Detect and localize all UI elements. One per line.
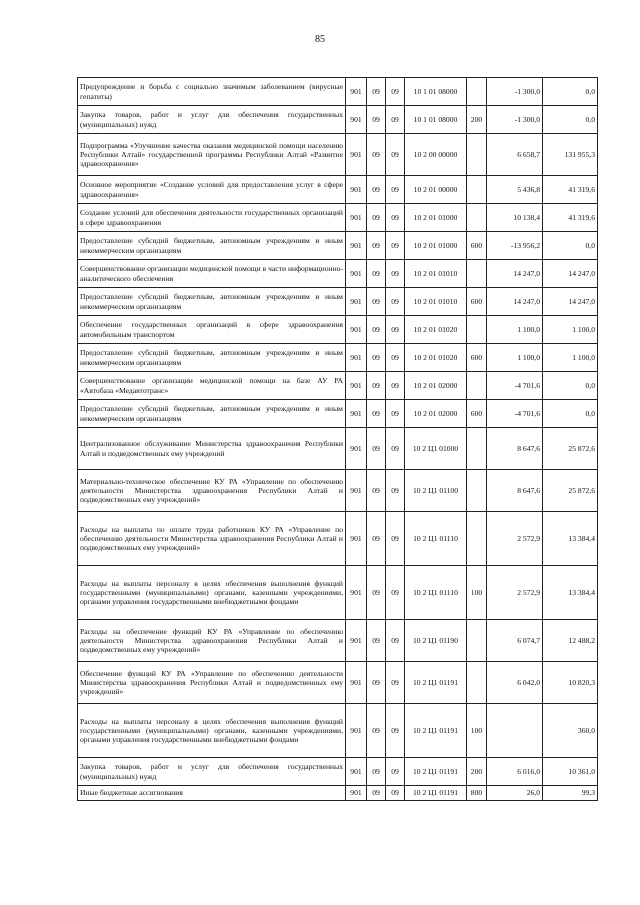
subsection-code-cell: 09 <box>386 758 405 786</box>
budget-table <box>77 77 598 801</box>
amount-total-cell: 0,0 <box>543 106 598 134</box>
target-article-cell: 10 2 Ц1 01100 <box>405 470 467 512</box>
row-name-cell: Совершенствование организации медицинской помощи в части информационно-аналитического обеспечения <box>78 260 346 288</box>
amount-total-cell: 0,0 <box>543 232 598 260</box>
expense-type-cell <box>467 620 487 662</box>
amount-change-cell: 2 572,9 <box>487 512 543 566</box>
subsection-code-cell: 09 <box>386 316 405 344</box>
amount-change-cell <box>487 704 543 758</box>
target-article-cell: 10 2 01 02000 <box>405 372 467 400</box>
amount-total-cell: 1 100,0 <box>543 344 598 372</box>
target-article-cell: 10 2 Ц1 01191 <box>405 662 467 704</box>
amount-total-cell: 360,0 <box>543 704 598 758</box>
expense-type-cell: 600 <box>467 288 487 316</box>
target-article-cell: 10 2 Ц1 01191 <box>405 704 467 758</box>
target-article-cell: 10 2 Ц1 01110 <box>405 566 467 620</box>
section-code-cell: 09 <box>367 662 386 704</box>
amount-change-cell: -1 300,0 <box>487 106 543 134</box>
amount-total-cell: 1 100,0 <box>543 316 598 344</box>
row-name-cell: Материально-техническое обеспечение КУ РА «Управление по обеспечению деятельности Министерства здравоохранения Республики Алтай и подведомственных ему учреждений» <box>78 470 346 512</box>
subsection-code-cell: 09 <box>386 106 405 134</box>
section-code-cell: 09 <box>367 106 386 134</box>
expense-type-cell <box>467 204 487 232</box>
section-code-cell: 09 <box>367 372 386 400</box>
row-name-cell: Предоставление субсидий бюджетным, автономным учреждениям и иным некоммерческим организациям <box>78 344 346 372</box>
subsection-code-cell: 09 <box>386 232 405 260</box>
amount-change-cell: 14 247,0 <box>487 288 543 316</box>
ministry-code-cell: 901 <box>346 512 367 566</box>
expense-type-cell <box>467 260 487 288</box>
subsection-code-cell: 09 <box>386 204 405 232</box>
row-name-cell: Предоставление субсидий бюджетным, автономным учреждениям и иным некоммерческим организациям <box>78 400 346 428</box>
amount-total-cell: 14 247,0 <box>543 288 598 316</box>
budget-table-body <box>78 78 598 801</box>
row-name-cell: Обеспечение государственных организаций в сфере здравоохранения автомобильным транспортом <box>78 316 346 344</box>
table-row <box>78 428 598 470</box>
ministry-code-cell: 901 <box>346 704 367 758</box>
row-name-cell: Обеспечение функций КУ РА «Управление по обеспечению деятельности Министерства здравоохранения Республики Алтай и подведомственных ему учреждений» <box>78 662 346 704</box>
amount-total-cell: 41 319,6 <box>543 176 598 204</box>
section-code-cell: 09 <box>367 704 386 758</box>
table-row <box>78 512 598 566</box>
expense-type-cell: 800 <box>467 786 487 801</box>
amount-change-cell: 6 016,0 <box>487 758 543 786</box>
target-article-cell: 10 2 01 02000 <box>405 400 467 428</box>
amount-change-cell: -1 300,0 <box>487 78 543 106</box>
ministry-code-cell: 901 <box>346 260 367 288</box>
expense-type-cell <box>467 470 487 512</box>
table-row <box>78 470 598 512</box>
amount-change-cell: 6 658,7 <box>487 134 543 176</box>
target-article-cell: 10 2 Ц1 01191 <box>405 786 467 801</box>
amount-change-cell: 14 247,0 <box>487 260 543 288</box>
row-name-cell: Иные бюджетные ассигнования <box>78 786 346 801</box>
amount-change-cell: 2 572,9 <box>487 566 543 620</box>
table-row <box>78 662 598 704</box>
amount-change-cell: -4 701,6 <box>487 400 543 428</box>
target-article-cell: 10 2 01 01010 <box>405 260 467 288</box>
section-code-cell: 09 <box>367 204 386 232</box>
table-row <box>78 134 598 176</box>
subsection-code-cell: 09 <box>386 288 405 316</box>
table-row <box>78 786 598 801</box>
section-code-cell: 09 <box>367 566 386 620</box>
amount-change-cell: 26,0 <box>487 786 543 801</box>
target-article-cell: 10 2 Ц1 01190 <box>405 620 467 662</box>
table-row <box>78 176 598 204</box>
target-article-cell: 10 2 01 01010 <box>405 288 467 316</box>
expense-type-cell: 600 <box>467 344 487 372</box>
ministry-code-cell: 901 <box>346 232 367 260</box>
target-article-cell: 10 1 01 08000 <box>405 106 467 134</box>
ministry-code-cell: 901 <box>346 344 367 372</box>
page-number: 85 <box>315 34 325 45</box>
ministry-code-cell: 901 <box>346 566 367 620</box>
table-row <box>78 566 598 620</box>
amount-total-cell: 131 955,3 <box>543 134 598 176</box>
subsection-code-cell: 09 <box>386 134 405 176</box>
table-row <box>78 400 598 428</box>
ministry-code-cell: 901 <box>346 204 367 232</box>
expense-type-cell: 600 <box>467 232 487 260</box>
amount-total-cell: 25 872,6 <box>543 470 598 512</box>
target-article-cell: 10 1 01 08000 <box>405 78 467 106</box>
subsection-code-cell: 09 <box>386 704 405 758</box>
section-code-cell: 09 <box>367 176 386 204</box>
row-name-cell: Совершенствование организации медицинской помощи на базе АУ РА «Автобаза «Медавтотранс» <box>78 372 346 400</box>
section-code-cell: 09 <box>367 400 386 428</box>
target-article-cell: 10 2 00 00000 <box>405 134 467 176</box>
expense-type-cell: 100 <box>467 566 487 620</box>
target-article-cell: 10 2 Ц1 01110 <box>405 512 467 566</box>
row-name-cell: Предупреждение и борьба с социально значимым заболеванием (вирусные гепатиты) <box>78 78 346 106</box>
expense-type-cell: 100 <box>467 704 487 758</box>
row-name-cell: Закупка товаров, работ и услуг для обеспечения государственных (муниципальных) нужд <box>78 758 346 786</box>
subsection-code-cell: 09 <box>386 400 405 428</box>
table-row <box>78 704 598 758</box>
amount-total-cell: 0,0 <box>543 372 598 400</box>
subsection-code-cell: 09 <box>386 428 405 470</box>
subsection-code-cell: 09 <box>386 372 405 400</box>
ministry-code-cell: 901 <box>346 78 367 106</box>
target-article-cell: 10 2 01 01000 <box>405 232 467 260</box>
expense-type-cell: 600 <box>467 400 487 428</box>
table-row <box>78 106 598 134</box>
subsection-code-cell: 09 <box>386 786 405 801</box>
amount-change-cell: 6 042,0 <box>487 662 543 704</box>
subsection-code-cell: 09 <box>386 470 405 512</box>
subsection-code-cell: 09 <box>386 260 405 288</box>
row-name-cell: Закупка товаров, работ и услуг для обеспечения государственных (муниципальных) нужд <box>78 106 346 134</box>
amount-change-cell: 1 100,0 <box>487 344 543 372</box>
amount-change-cell: -4 701,6 <box>487 372 543 400</box>
section-code-cell: 09 <box>367 134 386 176</box>
ministry-code-cell: 901 <box>346 400 367 428</box>
ministry-code-cell: 901 <box>346 176 367 204</box>
table-row <box>78 316 598 344</box>
section-code-cell: 09 <box>367 344 386 372</box>
target-article-cell: 10 2 01 01020 <box>405 316 467 344</box>
ministry-code-cell: 901 <box>346 288 367 316</box>
table-row <box>78 260 598 288</box>
expense-type-cell: 200 <box>467 758 487 786</box>
section-code-cell: 09 <box>367 78 386 106</box>
expense-type-cell <box>467 176 487 204</box>
subsection-code-cell: 09 <box>386 512 405 566</box>
amount-change-cell: 8 647,6 <box>487 428 543 470</box>
target-article-cell: 10 2 01 01000 <box>405 204 467 232</box>
ministry-code-cell: 901 <box>346 134 367 176</box>
row-name-cell: Централизованное обслуживание Министерства здравоохранения Республики Алтай и подведомственных ему учреждений <box>78 428 346 470</box>
ministry-code-cell: 901 <box>346 372 367 400</box>
table-row <box>78 288 598 316</box>
amount-change-cell: 8 647,6 <box>487 470 543 512</box>
row-name-cell: Создание условий для обеспечения деятельности государственных организаций в сфере здравоохранения <box>78 204 346 232</box>
table-row <box>78 204 598 232</box>
row-name-cell: Основное мероприятие «Создание условий для предоставления услуг в сфере здравоохранения» <box>78 176 346 204</box>
section-code-cell: 09 <box>367 620 386 662</box>
subsection-code-cell: 09 <box>386 176 405 204</box>
section-code-cell: 09 <box>367 316 386 344</box>
row-name-cell: Подпрограмма «Улучшение качества оказания медицинской помощи населению Республики Алтай» государственной программы Республики Алтай «Развитие здравоохранения» <box>78 134 346 176</box>
target-article-cell: 10 2 Ц1 01191 <box>405 758 467 786</box>
expense-type-cell <box>467 428 487 470</box>
amount-total-cell: 12 488,2 <box>543 620 598 662</box>
amount-total-cell: 13 384,4 <box>543 566 598 620</box>
expense-type-cell <box>467 512 487 566</box>
section-code-cell: 09 <box>367 232 386 260</box>
expense-type-cell <box>467 134 487 176</box>
section-code-cell: 09 <box>367 758 386 786</box>
subsection-code-cell: 09 <box>386 78 405 106</box>
section-code-cell: 09 <box>367 470 386 512</box>
amount-total-cell: 0,0 <box>543 400 598 428</box>
target-article-cell: 10 2 01 00000 <box>405 176 467 204</box>
expense-type-cell: 200 <box>467 106 487 134</box>
amount-change-cell: -13 956,2 <box>487 232 543 260</box>
amount-total-cell: 10 361,0 <box>543 758 598 786</box>
ministry-code-cell: 901 <box>346 316 367 344</box>
table-row <box>78 372 598 400</box>
subsection-code-cell: 09 <box>386 566 405 620</box>
table-row <box>78 232 598 260</box>
amount-total-cell: 14 247,0 <box>543 260 598 288</box>
ministry-code-cell: 901 <box>346 106 367 134</box>
amount-change-cell: 1 100,0 <box>487 316 543 344</box>
row-name-cell: Расходы на обеспечение функций КУ РА «Управление по обеспечению деятельности Министерства здравоохранения Республики Алтай и подведомственных ему учреждений» <box>78 620 346 662</box>
table-row <box>78 758 598 786</box>
expense-type-cell <box>467 662 487 704</box>
amount-total-cell: 10 820,3 <box>543 662 598 704</box>
amount-change-cell: 10 138,4 <box>487 204 543 232</box>
subsection-code-cell: 09 <box>386 662 405 704</box>
table-row <box>78 620 598 662</box>
section-code-cell: 09 <box>367 288 386 316</box>
row-name-cell: Расходы на выплаты по оплате труда работников КУ РА «Управление по обеспечению деятельности Министерства здравоохранения Республики Алтай и подведомственных ему учреждений» <box>78 512 346 566</box>
section-code-cell: 09 <box>367 786 386 801</box>
table-row <box>78 78 598 106</box>
target-article-cell: 10 2 01 01020 <box>405 344 467 372</box>
amount-total-cell: 99,3 <box>543 786 598 801</box>
subsection-code-cell: 09 <box>386 620 405 662</box>
table-row <box>78 344 598 372</box>
ministry-code-cell: 901 <box>346 662 367 704</box>
expense-type-cell <box>467 316 487 344</box>
row-name-cell: Предоставление субсидий бюджетным, автономным учреждениям и иным некоммерческим организациям <box>78 288 346 316</box>
section-code-cell: 09 <box>367 260 386 288</box>
row-name-cell: Предоставление субсидий бюджетным, автономным учреждениям и иным некоммерческим организациям <box>78 232 346 260</box>
amount-total-cell: 41 319,6 <box>543 204 598 232</box>
target-article-cell: 10 2 Ц1 01000 <box>405 428 467 470</box>
ministry-code-cell: 901 <box>346 470 367 512</box>
expense-type-cell <box>467 372 487 400</box>
ministry-code-cell: 901 <box>346 428 367 470</box>
section-code-cell: 09 <box>367 428 386 470</box>
amount-total-cell: 25 872,6 <box>543 428 598 470</box>
ministry-code-cell: 901 <box>346 786 367 801</box>
amount-total-cell: 13 384,4 <box>543 512 598 566</box>
section-code-cell: 09 <box>367 512 386 566</box>
amount-change-cell: 5 436,8 <box>487 176 543 204</box>
ministry-code-cell: 901 <box>346 758 367 786</box>
ministry-code-cell: 901 <box>346 620 367 662</box>
expense-type-cell <box>467 78 487 106</box>
subsection-code-cell: 09 <box>386 344 405 372</box>
row-name-cell: Расходы на выплаты персоналу в целях обеспечения выполнения функций государственными (муниципальными) органами, казенными учреждениями, органами управления государственными внебюджетными фондами <box>78 566 346 620</box>
amount-change-cell: 6 074,7 <box>487 620 543 662</box>
row-name-cell: Расходы на выплаты персоналу в целях обеспечения выполнения функций государственными (муниципальными) органами, казенными учреждениями, органами управления государственными внебюджетными фондами <box>78 704 346 758</box>
amount-total-cell: 0,0 <box>543 78 598 106</box>
